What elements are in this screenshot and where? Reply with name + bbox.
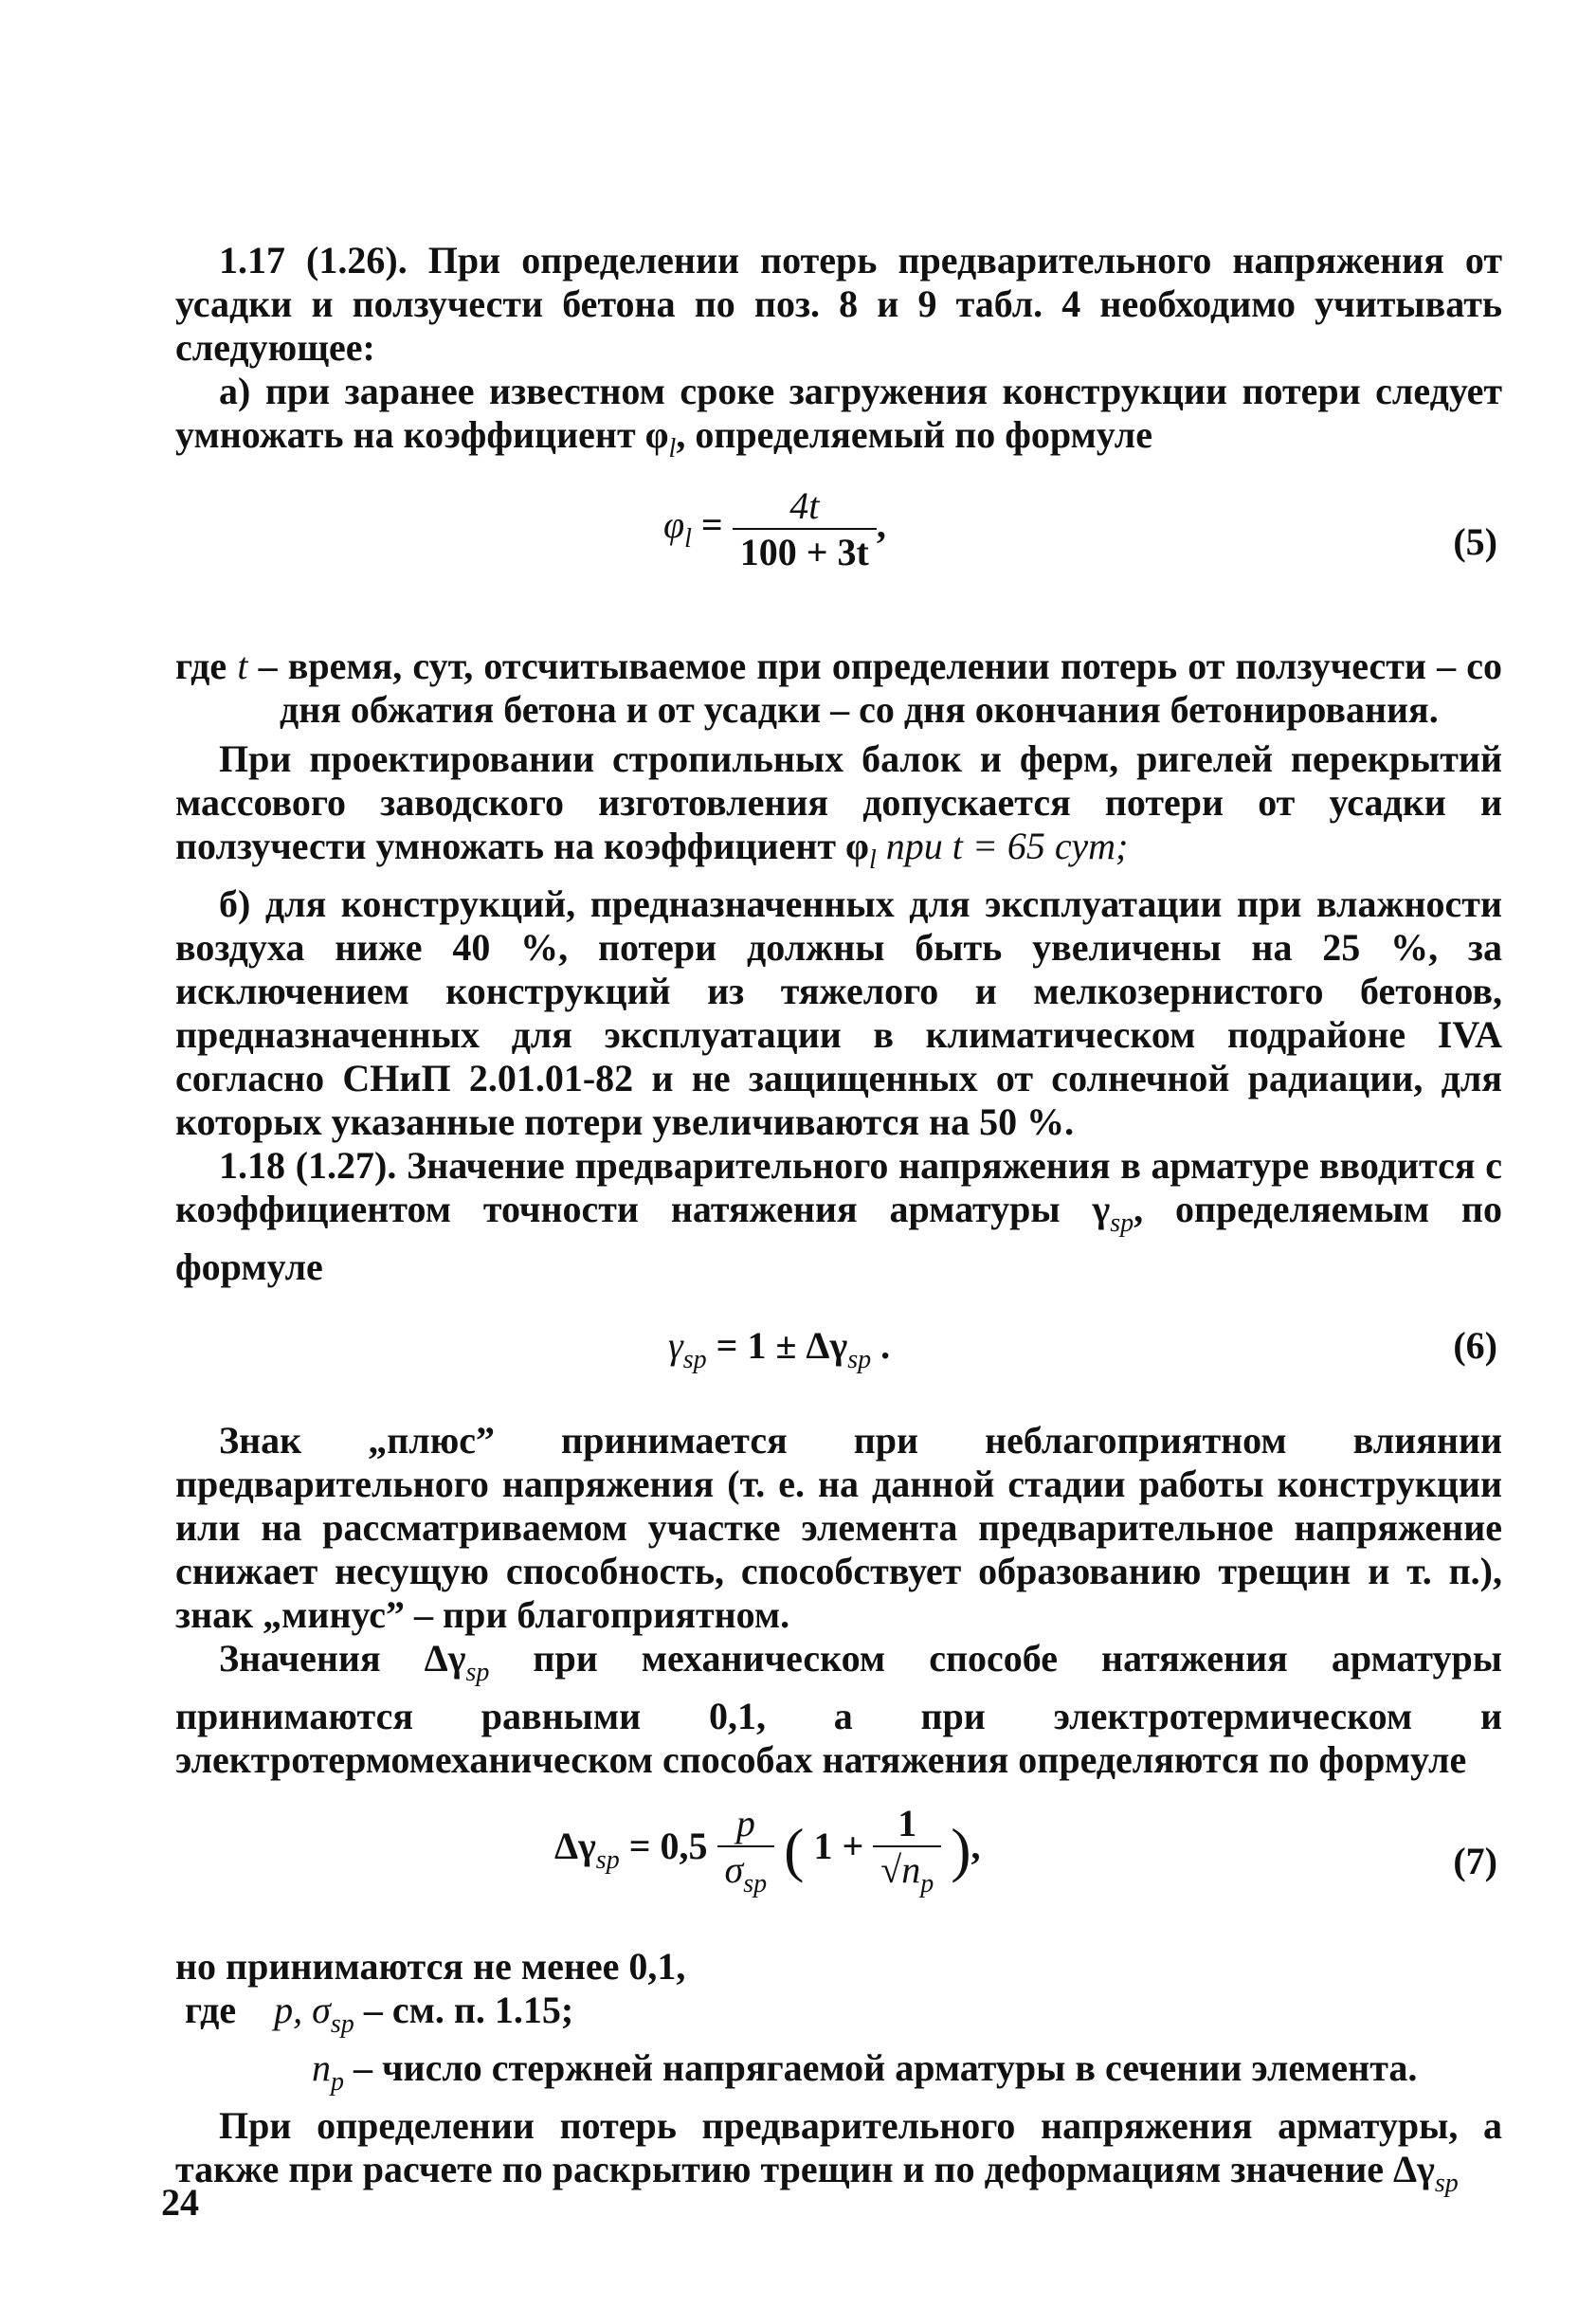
formula-5: $\varphi_l$ = $\frac{4t}{100 + 3t}$ , bbox=[663, 484, 886, 573]
paragraph-1-18: 1.18 (1.27). Значение предварительного напряжения в арматуре вводится с коэффициентом точности натяжения арматуры $\gamma_{sp}$, определяемым по формуле bbox=[175, 1144, 1503, 1288]
where-p: где p, $\sigma_{sp}$ – см. п. 1.15; bbox=[185, 1989, 574, 2039]
equation-number-6: (6) bbox=[1453, 1324, 1497, 1367]
paragraph-final: При определении потерь предварительного напряжения арматуры, а также при расчете по раскрытию трещин и по деформациям значение $\Delta\gamma_{sp}$ bbox=[175, 2104, 1502, 2198]
paragraph-design: При проектировании стропильных балок и ферм, ригелей перекрытий массового заводского изготовления допускается потери от усадки и ползучести умножать на коэффициент $\varphi_l$ при t = 65 сут; bbox=[175, 737, 1502, 875]
sign-block bbox=[175, 1419, 1502, 1782]
formula-7: $\Delta\gamma_{sp} = 0,5$ $\frac{p}{\sigma_{sp}}$ ( 1 + $\frac{1}{√n_p}$ ), bbox=[554, 1802, 981, 1898]
paragraph-values: Значения $\Delta\gamma_{sp}$ при механическом способе натяжения арматуры принимаются равными 0,1, а при электротермическом и электротермомеханическом способах натяжения определяются по формуле bbox=[175, 1637, 1502, 1781]
fraction: $\frac{p}{\sigma_{sp}}$ bbox=[717, 1801, 775, 1899]
not-less-line: но принимаются не менее 0,1, bbox=[175, 1945, 686, 1988]
section-heading: 1.17 (1.26). bbox=[219, 239, 408, 282]
equation-number-5: (5) bbox=[1453, 520, 1497, 563]
where-t-block bbox=[175, 645, 1502, 1289]
paragraph-sign: Знак „плюс” принимается при неблагоприятном влиянии предварительного напряжения (т. е. на данной стадии работы конструкции или на рассматриваемом участке элемента предварительное напряжение снижает несущую способность, способствует образованию трещин и т. п.), знак „минус” – при благоприятном. bbox=[175, 1419, 1502, 1636]
fraction: $\frac{4t}{100 + 3t}$ bbox=[733, 483, 877, 574]
where-np: $n_p$ – число стержней напрягаемой арматуры в сечении элемента. bbox=[312, 2046, 1418, 2097]
section-1-17 bbox=[175, 239, 1502, 471]
formula-6: $\gamma_{sp} = 1 \pm \Delta\gamma_{sp}$ . bbox=[668, 1324, 891, 1374]
section-heading: 1.18 (1.27). bbox=[219, 1144, 397, 1187]
where-t: где t – время, сут, отсчитываемое при определении потерь от ползучести – со дня обжатия бетона и от усадки – со дня окончания бетонирования. bbox=[175, 645, 1502, 731]
paragraph-1-17: 1.17 (1.26). При определении потерь предварительного напряжения от усадки и ползучести бетона по поз. 8 и 9 табл. 4 необходимо учитывать следующее: bbox=[175, 239, 1503, 369]
item-b: б) для конструкций, предназначенных для эксплуатации при влажности воздуха ниже 40 %, потери должны быть увеличены на 25 %, за исключением конструкций из тяжелого и мелкозернистого бетонов, предназначенных для эксплуатации в климатическом подрайоне IVA согласно СНиП 2.01.01-82 и не защищенных от солнечной радиации, для которых указанные потери увеличиваются на 50 %. bbox=[175, 882, 1502, 1143]
after-formula-7 bbox=[175, 1945, 1502, 2206]
inner-fraction: $\frac{1}{√n_p}$ bbox=[873, 1801, 941, 1899]
item-a: а) при заранее известном сроке загружения конструкции потери следует умножать на коэффициент $\varphi_l$, определяемый по формуле bbox=[175, 370, 1502, 463]
page-number: 24 bbox=[161, 2181, 199, 2224]
equation-number-7: (7) bbox=[1453, 1840, 1497, 1882]
